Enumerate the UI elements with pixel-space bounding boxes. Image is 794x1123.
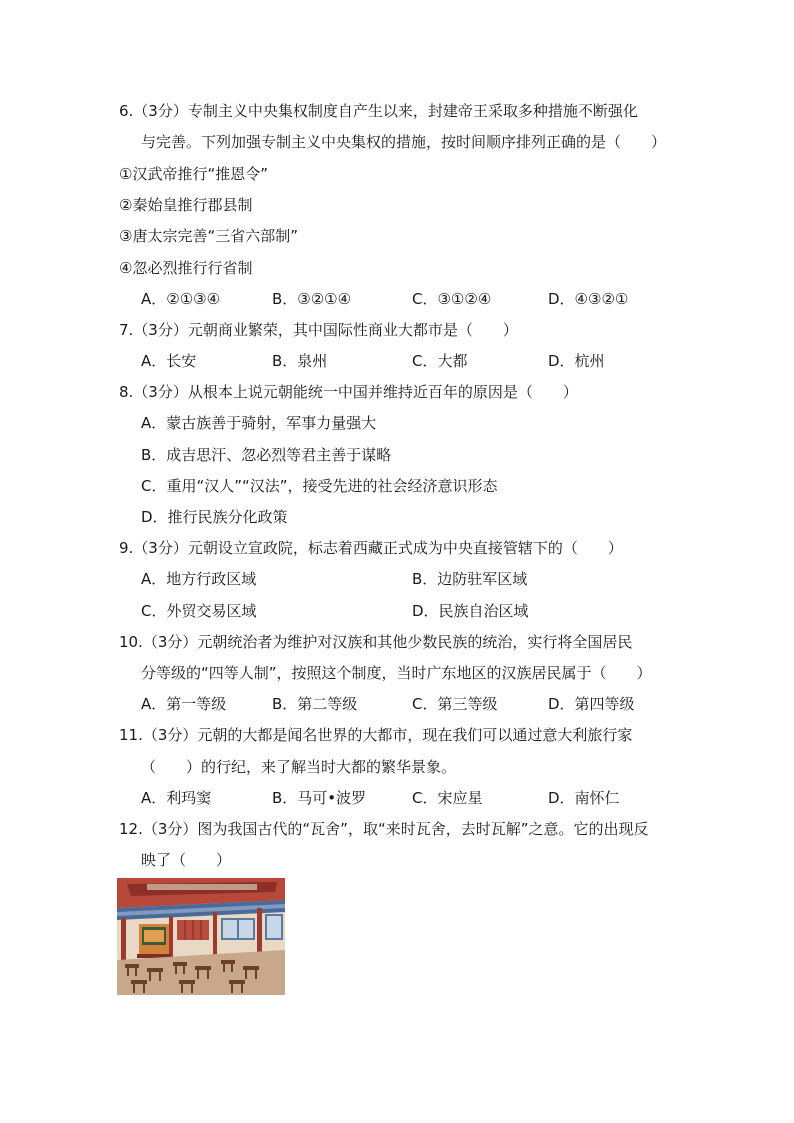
- q8-option-c[interactable]: C．重用“汉人”“汉法”，接受先进的社会经济意识形态: [141, 477, 498, 495]
- q7-option-d[interactable]: D．杭州: [548, 352, 605, 370]
- q6-option-d[interactable]: D．④③②①: [548, 290, 629, 308]
- q8-stem: 8.（3分）从根本上说元朝能统一中国并维持近百年的原因是（ ）: [119, 383, 578, 401]
- q6-item-3: ③唐太宗完善“三省六部制”: [119, 227, 298, 245]
- q12-stem-line2: 映了（ ）: [141, 851, 232, 869]
- q6-option-a[interactable]: A．②①③④: [141, 290, 221, 308]
- q11-stem-line1: 11.（3分）元朝的大都是闻名世界的大都市，现在我们可以通过意大利旅行家: [119, 726, 633, 744]
- q8-option-d[interactable]: D．推行民族分化政策: [141, 508, 288, 526]
- q6-option-c[interactable]: C．③①②④: [412, 290, 492, 308]
- q11-stem-line2: （ ）的行纪，来了解当时大都的繁华景象。: [141, 758, 457, 776]
- q11-option-d[interactable]: D．南怀仁: [548, 789, 620, 807]
- q6-item-2: ②秦始皇推行郡县制: [119, 196, 253, 214]
- q10-stem-line1: 10.（3分）元朝统治者为维护对汉族和其他少数民族的统治，实行将全国居民: [119, 633, 633, 651]
- q7-stem: 7.（3分）元朝商业繁荣，其中国际性商业大都市是（ ）: [119, 321, 518, 339]
- q6-item-4: ④忽必烈推行行省制: [119, 259, 253, 277]
- q7-option-b[interactable]: B．泉州: [272, 352, 328, 370]
- q10-stem-line2: 分等级的“四等人制”，按照这个制度，当时广东地区的汉族居民属于（ ）: [141, 664, 652, 682]
- q9-option-c[interactable]: C．外贸交易区域: [141, 602, 257, 620]
- q6-stem-line2: 与完善。下列加强专制主义中央集权的措施，按时间顺序排列正确的是（ ）: [141, 133, 667, 151]
- q8-option-b[interactable]: B．成吉思汗、忽必烈等君主善于谋略: [141, 446, 392, 464]
- q8-option-a[interactable]: A．蒙古族善于骑射，军事力量强大: [141, 414, 377, 432]
- q10-option-a[interactable]: A．第一等级: [141, 695, 227, 713]
- q7-option-c[interactable]: C．大都: [412, 352, 468, 370]
- q6-stem-line1: 6.（3分）专制主义中央集权制度自产生以来，封建帝王采取多种措施不断强化: [119, 102, 638, 120]
- q9-option-b[interactable]: B．边防驻军区域: [412, 570, 528, 588]
- q7-option-a[interactable]: A．长安: [141, 352, 197, 370]
- q10-option-d[interactable]: D．第四等级: [548, 695, 635, 713]
- q9-stem: 9.（3分）元朝设立宣政院，标志着西藏正式成为中央直接管辖下的（ ）: [119, 539, 623, 557]
- q9-option-d[interactable]: D．民族自治区域: [412, 602, 529, 620]
- q11-option-c[interactable]: C．宋应星: [412, 789, 483, 807]
- q10-option-b[interactable]: B．第二等级: [272, 695, 358, 713]
- q10-option-c[interactable]: C．第三等级: [412, 695, 498, 713]
- washe-illustration: [117, 878, 285, 995]
- q11-option-b[interactable]: B．马可•波罗: [272, 789, 367, 807]
- q12-stem-line1: 12.（3分）图为我国古代的“瓦舍”，取“来时瓦舍，去时瓦解”之意。它的出现反: [119, 820, 649, 838]
- q11-option-a[interactable]: A．利玛窦: [141, 789, 212, 807]
- q6-item-1: ①汉武帝推行“推恩令”: [119, 165, 268, 183]
- q6-option-b[interactable]: B．③②①④: [272, 290, 352, 308]
- q9-option-a[interactable]: A．地方行政区域: [141, 570, 257, 588]
